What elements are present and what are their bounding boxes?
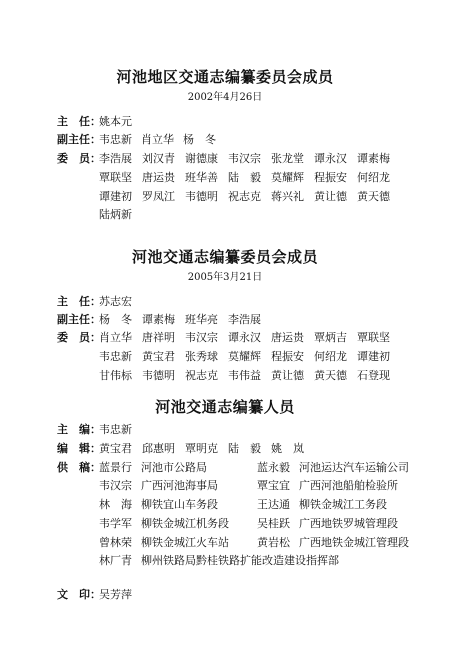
row-label: 副主任： [57, 133, 101, 146]
member-name: 张龙堂 [271, 152, 304, 165]
contributor-org: 河池市公路局 [141, 461, 207, 474]
member-name: 覃明克 [185, 442, 218, 455]
member-name: 谭建初 [99, 190, 132, 203]
member-name: 韦汉宗 [185, 331, 218, 344]
member-name: 韦德明 [185, 190, 218, 203]
member-name: 陆 毅 [228, 442, 261, 455]
member-name: 石登现 [357, 369, 390, 382]
member-name: 韦忠新 [99, 133, 132, 146]
row-label: 编 辑： [57, 442, 101, 455]
member-name: 韦忠新 [99, 423, 132, 436]
member-name: 黄天德 [314, 369, 347, 382]
contributor-name: 林 海 [99, 498, 132, 511]
member-name: 谭永汉 [314, 152, 347, 165]
member-name: 黄宝君 [142, 350, 175, 363]
contributor-org: 广西地铁金城江管理段 [299, 536, 409, 549]
row-label: 文 印： [57, 588, 101, 601]
contributor-name: 黄岩松 [257, 536, 290, 549]
contributor-org: 河池运达汽车运输公司 [299, 461, 409, 474]
contributor-org: 柳州铁路局黔桂铁路扩能改造建设指挥部 [141, 554, 339, 567]
section-3-title: 河池交通志编纂人员 [155, 398, 295, 416]
row-label: 委 员： [57, 331, 101, 344]
row-label: 主 编： [57, 423, 101, 436]
member-name: 黄天德 [357, 190, 390, 203]
member-name: 肖立华 [141, 133, 174, 146]
contributor-name: 韦汉宗 [99, 479, 132, 492]
member-name: 唐运贵 [271, 331, 304, 344]
member-name: 唐祥明 [142, 331, 175, 344]
member-name: 韦德明 [142, 369, 175, 382]
member-name: 黄让德 [314, 190, 347, 203]
member-name: 谢德康 [185, 152, 218, 165]
contributor-org: 柳铁金城江火车站 [141, 536, 229, 549]
contributor-name: 蓝景行 [99, 461, 132, 474]
member-name: 何绍龙 [314, 350, 347, 363]
member-name: 姚 岚 [271, 442, 304, 455]
member-name: 覃联坚 [357, 331, 390, 344]
contributor-name: 覃宝宜 [257, 479, 290, 492]
member-name: 苏志宏 [99, 295, 132, 308]
member-name: 班华亮 [185, 313, 218, 326]
member-name: 谭素梅 [357, 152, 390, 165]
contributor-name: 曾林荣 [99, 536, 132, 549]
contributor-name: 蓝永毅 [257, 461, 290, 474]
member-name: 谭素梅 [142, 313, 175, 326]
contributor-org: 广西河池海事局 [141, 479, 218, 492]
member-name: 班华善 [185, 171, 218, 184]
member-name: 谭永汉 [228, 331, 261, 344]
member-name: 谭建初 [357, 350, 390, 363]
contributor-org: 广西地铁罗城管理段 [299, 517, 398, 530]
contributor-name: 韦学军 [99, 517, 132, 530]
member-name: 甘伟标 [99, 369, 132, 382]
member-name: 黄让德 [271, 369, 304, 382]
row-label: 主 任： [57, 295, 101, 308]
member-name: 覃炳吉 [314, 331, 347, 344]
member-name: 肖立华 [99, 331, 132, 344]
member-name: 韦忠新 [99, 350, 132, 363]
member-name: 程振安 [314, 171, 347, 184]
contributor-org: 柳铁金城江机务段 [141, 517, 229, 530]
member-name: 陆炳新 [99, 208, 132, 221]
typist-name: 吴芳萍 [99, 588, 132, 601]
contributor-name: 王达通 [257, 498, 290, 511]
contributor-name: 林厂青 [99, 554, 132, 567]
member-name: 刘汉青 [142, 152, 175, 165]
member-name: 莫耀辉 [271, 171, 304, 184]
member-name: 韦伟益 [228, 369, 261, 382]
row-label: 委 员： [57, 152, 101, 165]
section-2-title: 河池交通志编纂委员会成员 [131, 248, 318, 266]
section-1-title: 河池地区交通志编纂委员会成员 [116, 68, 334, 86]
member-name: 祝志克 [185, 369, 218, 382]
member-name: 杨 冬 [99, 313, 132, 326]
member-name: 覃联坚 [99, 171, 132, 184]
member-name: 李浩展 [228, 313, 261, 326]
member-name: 莫耀辉 [228, 350, 261, 363]
contributor-org: 柳铁金城江工务段 [299, 498, 387, 511]
member-name: 张秀球 [185, 350, 218, 363]
member-name: 陆 毅 [228, 171, 261, 184]
contributor-org: 广西河池船舶检验所 [299, 479, 398, 492]
member-name: 李浩展 [99, 152, 132, 165]
member-name: 黄宝君 [99, 442, 132, 455]
member-name: 程振安 [271, 350, 304, 363]
member-name: 邱惠明 [142, 442, 175, 455]
member-name: 蒋兴礼 [271, 190, 304, 203]
section-1-date: 2002年4月26日 [187, 92, 263, 103]
contributor-name: 吴桂跃 [257, 517, 290, 530]
row-label: 副主任： [57, 313, 101, 326]
row-label: 主 任： [57, 115, 101, 128]
contributor-org: 柳铁宜山车务段 [141, 498, 218, 511]
member-name: 何绍龙 [357, 171, 390, 184]
member-name: 祝志克 [228, 190, 261, 203]
member-name: 罗凤江 [142, 190, 175, 203]
section-2-date: 2005年3月21日 [187, 272, 263, 283]
row-label: 供 稿： [57, 461, 101, 474]
member-name: 韦汉宗 [228, 152, 261, 165]
member-name: 杨 冬 [183, 133, 216, 146]
member-name: 唐运贵 [142, 171, 175, 184]
member-name: 姚本元 [99, 115, 132, 128]
